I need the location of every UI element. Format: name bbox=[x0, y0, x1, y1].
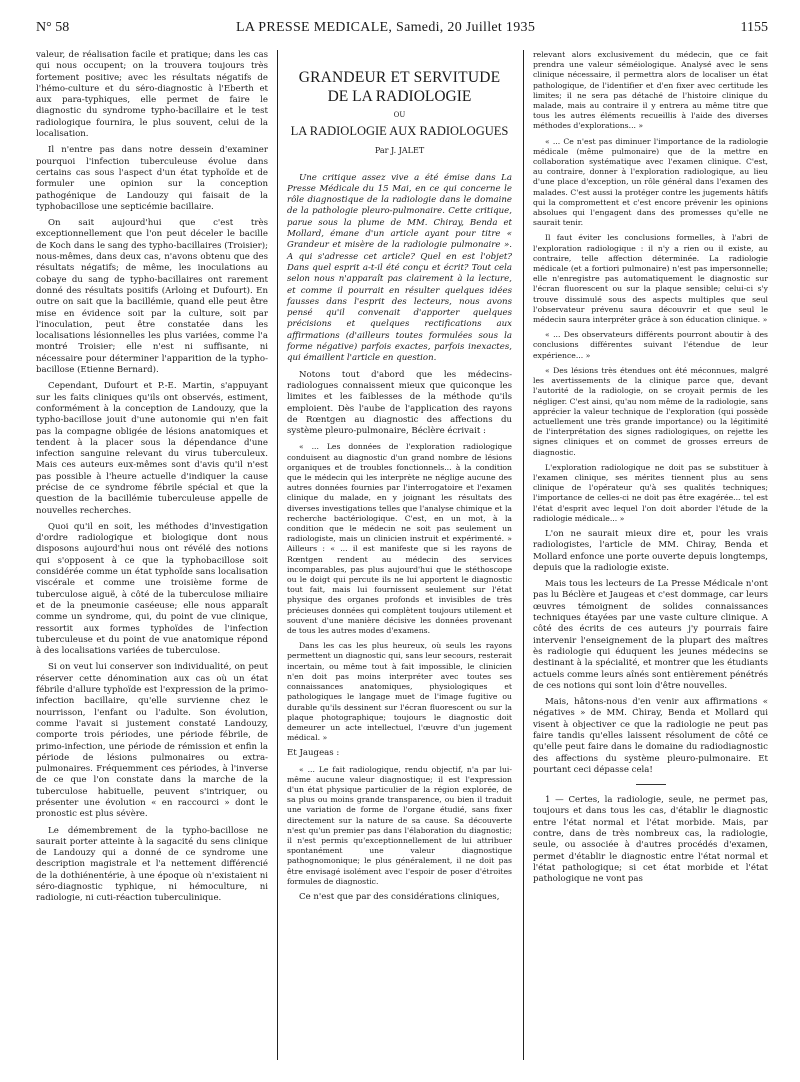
paragraph: valeur, de réalisation facile et pratique; dans les cas qui nous occupent; on la trouvera toujours très fortement positive; avec les résultats négatifs de l'hémo-culture et du séro-diagnostic à l'Eberth et aux para-typhiques, elle permet de faire le diagnostic du syndrome typho-bacillaire et le test radiologique fournira, le plus souvent, celui de la localisation. bbox=[36, 50, 268, 140]
article-byline: Par J. JALET bbox=[374, 146, 425, 156]
quote-paragraph: Dans les cas les plus heureux, où seuls les rayons permettent un diagnostic qui, sans leur secours, resterait incertain, ou même tout à fait impossible, le clinicien n'en doit pas moins interpréter avec toutes ses connaissances anatomiques, physiologiques et pathologiques le langage muet de l'image fugitive ou durable qu'ils dessinent sur l'écran fluorescent ou sur la plaque photographique; toujours le diagnostic doit demeurer un acte intellectuel, l'œuvre d'un jugement médical. » bbox=[287, 641, 512, 743]
paragraph: 1 — Certes, la radiologie, seule, ne permet pas, toujours et dans tous les cas, d'établir le diagnostic entre l'état normal et l'état morbide. Mais, par contre, dans de très nombreux cas, la radiologie, seule, ou associée à d'autres procédés d'examen, permet d'établir le diagnostic entre l'état normal et l'état pathologique; si cet état morbide et l'état pathologique ne vont pas bbox=[533, 795, 768, 885]
paragraph: L'on ne saurait mieux dire et, pour les vrais radiologistes, l'article de MM. Chiray, Benda et Mollard enfonce une porte ouverte depuis longtemps, depuis que la radiologie existe. bbox=[533, 528, 768, 573]
journal-title: LA PRESSE MEDICALE, Samedi, 20 Juillet 1935 bbox=[236, 20, 536, 35]
quote-paragraph: relevant alors exclusivement du médecin, que ce fait prendra une valeur séméiologique. Analysé avec le sens clinique nécessaire, il permettra alors de localiser un état pathologique, de l'identifier et d'en fixer avec certitude les limites; il ne sera pas détaché de l'histoire clinique du malade, mais au contraire il y entrera au même titre que tous les autres éléments recueillis à l'aide des diverses méthodes d'explorations... » bbox=[533, 50, 768, 131]
paragraph: Notons tout d'abord que les médecins-radiologues connaissent mieux que quiconque les limites et les faiblesses de la méthode qu'ils emploient. Dès l'aube de l'application des rayons de Rœntgen au diagnostic des affections du système pleuro-pulmonaire, Béclère écrivait : bbox=[287, 369, 512, 437]
issue-number: N° 58 bbox=[36, 20, 70, 35]
quote-paragraph: « ... Des observateurs différents pourront aboutir à des conclusions différentes suivant l'étendue de leur expérience... » bbox=[533, 330, 768, 360]
quote-paragraph: « ... Ce n'est pas diminuer l'importance de la radiologie médicale (même pulmonaire) que de la mettre en collaboration systématique avec l'examen clinique. C'est, au contraire, donner à l'exploration radiologique, au lieu d'une place d'exception, un rôle général dans l'examen des malades. C'est aussi la protéger contre les jugements hâtifs qui la compromettent et c'est encore prévenir les opinions absolues qui l'engagent dans des promesses qu'elle ne saurait tenir. bbox=[533, 136, 768, 228]
article-subtitle: LA RADIOLOGIE AUX RADIOLOGUES bbox=[290, 124, 509, 139]
lead-paragraph: Une critique assez vive a été émise dans La Presse Médicale du 15 Mai, en ce qui concerne le rôle diagnostique de la radiologie dans le domaine de la pathologie pleuro-pulmonaire. Cette critique, parue sous la plume de MM. Chiray, Benda et Mollard, émane d'un article ayant pour titre « Grandeur et misère de la radiologie pulmonaire ». A qui s'adresse cet article? Quel en est l'objet? Dans quel esprit a-t-il été conçu et écrit? Tout cela selon nous n'apparaît pas clairement à la lecture, et comme il pourrait en résulter quelques idées fausses dans l'esprit des lecteurs, nous avons pensé qu'il convenait d'apporter quelques précisions et quelques rectifications aux affirmations (d'ailleurs toutes formulées sous la forme négative) parfois exactes, parfois inexactes, qui émaillent l'article en question. bbox=[287, 172, 512, 364]
article-title-line2: DE LA RADIOLOGIE bbox=[327, 88, 472, 105]
section-separator bbox=[636, 784, 666, 785]
quote-paragraph: L'exploration radiologique ne doit pas se substituer à l'examen clinique, ses mérites tiennent plus au sens clinique de l'opérateur qu'à ses qualités techniques; l'importance de celles-ci ne doit pas être exagérée... tel est l'état d'esprit avec lequel l'on doit aborder l'étude de la radiologie médicale... » bbox=[533, 462, 768, 523]
quote-paragraph: « ... Les données de l'exploration radiologique conduisent au diagnostic d'un grand nombre de lésions organiques et de troubles fonctionnels... à la condition que le médecin qui les interprète ne néglige aucune des autres données fournies par l'interrogatoire et l'examen clinique du malade, en y joignant les résultats des diverses investigations telles que l'analyse chimique et la recherche bactériologique. C'est, en un mot, à la condition que le médecin ne soit pas seulement un radiologiste, mais un clinicien instruit et expérimenté. » Ailleurs : « ... il est manifeste que si les rayons de Rœntgen rendent au médecin des services incomparables, pas plus aujourd'hui que le stéthoscope ou le doigt qui percute ils ne lui apportent le diagnostic tout fait, mais lui fournissent seulement sur l'état physique des organes profonds et invisibles de très précieuses données qui complètent toujours utilement et souvent d'une manière décisive les données provenant de tous les autres modes d'examens. bbox=[287, 442, 512, 636]
paragraph: Et Jaugeas : bbox=[287, 748, 340, 759]
paragraph: On sait aujourd'hui que c'est très exceptionnellement que l'on peut déceler le bacille de Koch dans le sang des typho-bacillaires (Troisier); nous-mêmes, dans deux cas, n'avons obtenu que des résultats négatifs; de même, les inoculations au cobaye du sang de typho-bacillaires ont rarement donné des résultats positifs (Arloing et Dufourt). En outre on sait que la bacillémie, quand elle peut être mise en évidence soit par la culture, soit par l'inoculation, peut être constatée dans les localisations lésionnelles les plus variées, comme l'a montré Troisier; elle n'est ni suffisante, ni nécessaire pour déterminer l'apparition de la typho-bacillose (Etienne Bernard). bbox=[36, 218, 268, 376]
article-title-line1: GRANDEUR ET SERVITUDE bbox=[298, 69, 501, 86]
paragraph: Ce n'est que par des considérations cliniques, bbox=[299, 892, 500, 903]
paragraph: Il n'entre pas dans notre dessein d'examiner pourquoi l'infection tuberculeuse évolue dans certains cas sous l'aspect d'un état typhoïde et de formuler une opinion sur la conception pathogénique de Landouzy qui faisait de la typhobacillose une septicémie bacillaire. bbox=[36, 145, 268, 212]
article-title-ou: OU bbox=[393, 111, 406, 119]
column-rule bbox=[277, 50, 278, 1060]
paragraph: Le démembrement de la typho-bacillose ne saurait porter atteinte à la sagacité du sens clinique de Landouzy qui a donné de ce syndrome une description magistrale et l'a nettement différencié de la dothiénentérie, à une époque où n'existaient ni séro-diagnostic typhique, ni hémoculture, ni radiologie, ni cuti-réaction tuberculinique. bbox=[36, 825, 268, 904]
quote-paragraph: Il faut éviter les conclusions formelles, à l'abri de l'exploration radiologique : il n'y a rien ou il existe, au contraire, telle affection déterminée. La radiologie médicale (et a fortiori pulmonaire) n'est pas impersonnelle; elle n'enregistre pas automatiquement le diagnostic sur l'écran fluorescent ou sur la plaque sensible; celui-ci s'y trouve dissimulé sous des aspects multiples que seul l'observateur prévenu saura découvrir et que seul le médecin saura interpréter grâce à son éducation clinique. » bbox=[533, 233, 768, 325]
page-header bbox=[36, 20, 768, 40]
quote-paragraph: « ... Le fait radiologique, rendu objectif, n'a par lui-même aucune valeur diagnostique; il est l'expression d'un état physique particulier de la région explorée, de sa plus ou moins grande transparence, ou bien il traduit une variation de forme de l'organe étudié, sans fixer directement sur la nature de sa cause. Sa découverte n'est qu'un premier pas dans l'élaboration du diagnostic; il n'est permis qu'exceptionnellement de lui attribuer spontanément une valeur diagnostique pathognomonique; le plus généralement, il ne doit pas être envisagé isolément avec l'espoir de poser d'étroites formules de diagnostic. bbox=[287, 764, 512, 886]
column-rule bbox=[523, 50, 524, 1060]
quote-paragraph: « Des lésions très étendues ont été méconnues, malgré les avertissements de la clinique parce que, devant l'autorité de la radiologie, on se croyait permis de les négliger. C'est ainsi, qu'au nom même de la radiologie, sans apprécier la valeur technique de l'exploration (qui possède actuellement une très grande importance) ou la légitimité de l'interprétation des signes radiologiques, on rejette les signes cliniques et on commet de grosses erreurs de diagnostic. bbox=[533, 365, 768, 457]
column-middle bbox=[287, 50, 512, 908]
paragraph: Cependant, Dufourt et P.-E. Martin, s'appuyant sur les faits cliniques qu'ils ont observés, estiment, conformément à la conception de Landouzy, que la typho-bacillose jouit d'une autonomie qui n'en fait pas la compagne obligée de lésions anatomiques et tendent à la placer sous la dépendance d'une infection sanguine relevant du virus tuberculeux. Mais ces auteurs eux-mêmes sont d'avis qu'il n'est pas possible à l'heure actuelle d'indiquer la cause précise de ce syndrome fébrile spécial et que la question de la bacillémie tuberculeuse appelle de nouvelles recherches. bbox=[36, 381, 268, 516]
column-right bbox=[533, 50, 768, 891]
paragraph: Si on veut lui conserver son individualité, on peut réserver cette dénomination aux cas où un état fébrile d'allure typhoïde est l'expression de la primo-infection bacillaire, qu'elle survienne chez le nourrisson, l'enfant ou l'adulte. Son évolution, comme l'avait si justement constaté Landouzy, comporte trois périodes, une période fébrile, de primo-infection, une période de rémission et enfin la période de lésions pulmonaires ou extra-pulmonaires. Fréquemment ces périodes, à l'inverse de ce que l'on constate dans la marche de la tuberculose habituelle, peuvent s'intriquer, ou présenter une évolution « en raccourci » dont le pronostic est plus sévère. bbox=[36, 662, 268, 820]
paragraph: Mais tous les lecteurs de La Presse Médicale n'ont pas lu Béclère et Jaugeas et c'est dommage, car leurs œuvres témoignent de solides connaissances techniques étayées par une vaste culture clinique. A côté des écrits de ces auteurs j'y pourrais faire intervenir l'enseignement de la plupart des maîtres ès radiologie qui éduquent les jeunes médecins se destinant à la spécialité, et montrer que les étudiants actuels comme leurs aînés sont entièrement pénétrés de ces notions qui sont loin d'être nouvelles. bbox=[533, 579, 768, 691]
article-title-block bbox=[287, 68, 512, 157]
paragraph: Quoi qu'il en soit, les méthodes d'investigation d'ordre radiologique et biologique dont nous disposons aujourd'hui nous ont révélé des notions qui s'opposent à ce que la typhobacillose soit considérée comme un état typhoïde sans localisation viscérale et comme une troisième forme de tuberculose aiguë, à côté de la tuberculose miliaire et de la pneumonie caséeuse; elle nous apparaît comme un syndrome, qui, du point de vue clinique, ressortit aux formes typhoïdes de l'infection tuberculeuse et du point de vue anatomique répond à des localisations variées de tuberculose. bbox=[36, 521, 268, 657]
column-left bbox=[36, 50, 268, 910]
page-number: 1155 bbox=[740, 20, 768, 35]
paragraph: Mais, hâtons-nous d'en venir aux affirmations « négatives » de MM. Chiray, Benda et Mollard qui visent à objectiver ce que la radiologie ne peut pas faire tandis qu'elles laissent résolument de côté ce qu'elle peut faire dans le domaine du radiodiagnostic des affections du système pleuro-pulmonaire. Et pourtant ceci dépasse cela! bbox=[533, 697, 768, 775]
